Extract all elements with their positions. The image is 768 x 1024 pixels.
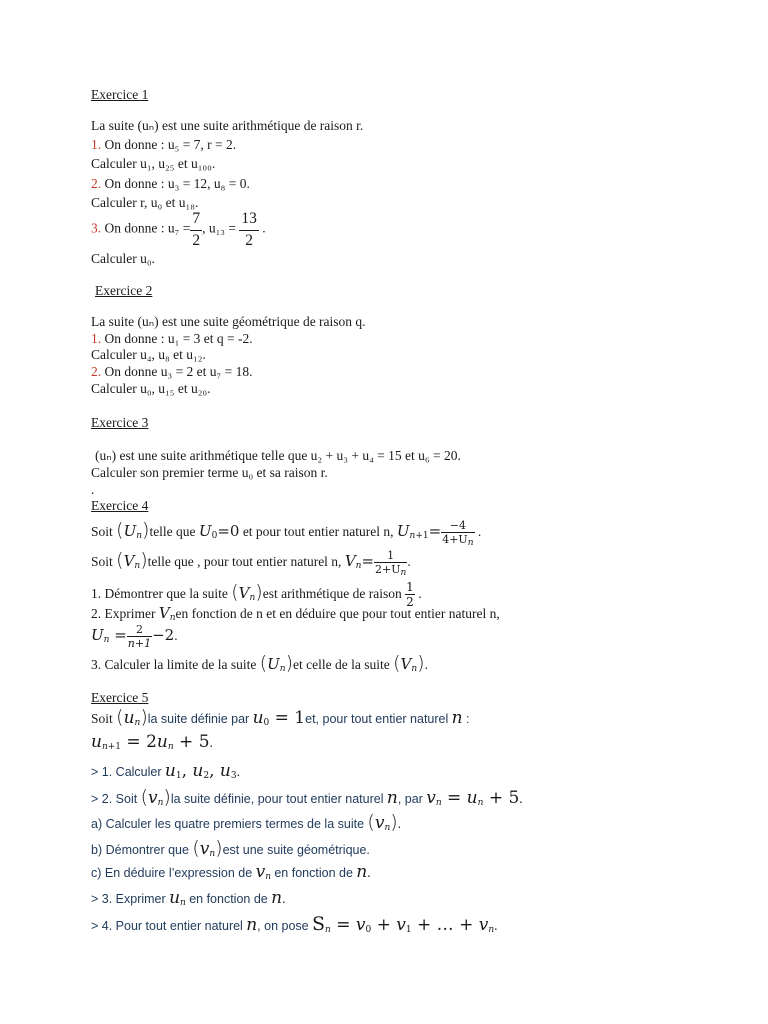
- exercise-1-title: Exercice 1: [91, 87, 149, 102]
- math-n: n: [451, 708, 463, 728]
- math-n: n: [356, 862, 368, 882]
- exercise-1-question-2: [91, 176, 250, 192]
- math-u0-equals-1: $u_0 = 1$: [252, 708, 306, 728]
- sequence-u: $(u_n)$: [116, 706, 148, 728]
- exercise-5-line-4: > 2. Soit $(v_n)la$ suite définie, pour tout entier naturel n, par $v_n = u_n + 5$.: [91, 786, 523, 808]
- exercise-5-title: Exercice 5: [91, 690, 149, 705]
- question-number: 3.: [91, 220, 102, 236]
- exercise-3-line-1: (uₙ) est une suite arithmétique telle que u₂ + u₃ + u₄ = 15 et u₆ = 20.: [95, 448, 461, 463]
- exercise-5-line-2: $u_{n+1} = 2u_n + 5$.: [91, 732, 213, 752]
- exercise-2-intro: La suite (uₙ) est une suite géométrique de raison q.: [91, 314, 366, 329]
- math-U0-equals-0: $U_0=0$: [198, 522, 240, 541]
- sequence-V: $(V_n)$: [116, 549, 148, 571]
- math-Un-formula: $U_n$ = $\frac{2}{n+1}$ −2: [91, 622, 175, 650]
- fraction-u13: $\frac{13}{2}$: [241, 210, 257, 249]
- exercise-2-question-1-ask: Calculer u₄, u₈ et u₁₂.: [91, 347, 206, 362]
- exercise-1-question-3-ask: Calculer u₀.: [91, 251, 155, 266]
- sequence-v: $(v_n)$: [140, 786, 171, 808]
- math-V-definition: $V_n=$ $\frac{1}{2+U_n}$: [344, 548, 407, 578]
- exercise-4-line-4: 2. Exprimer $V_nen$ fonction de n et en déduire que pour tout entier naturel n,: [91, 604, 500, 623]
- fraction-one-half: $\frac{1}{2}$: [406, 580, 414, 610]
- sequence-v: $(v_n)$: [192, 837, 223, 859]
- exercise-2-question-2: [91, 364, 253, 380]
- math-n: n: [271, 888, 283, 908]
- exercise-3-title: Exercice 3: [91, 415, 149, 430]
- exercise-5-line-7: c) En déduire l’expression de $v_n$ en fonction de n.: [91, 862, 371, 882]
- math-u-recurrence: $u_{n+1} = 2u_n + 5$: [91, 732, 210, 752]
- sequence-V: $(V_n)$: [393, 652, 425, 674]
- exercise-5-line-6: b) Démontrer que $(v_n)est$ une suite géométrique.: [91, 837, 370, 859]
- math-n: n: [386, 788, 398, 808]
- exercise-2-question-2-ask: Calculer u₀, u₁₅ et u₂₀.: [91, 381, 211, 396]
- exercise-5-line-5: a) Calculer les quatre premiers termes de la suite $(v_n)$.: [91, 811, 402, 833]
- exercise-1-question-3: [91, 211, 266, 248]
- math-vn: $v_n$: [255, 862, 271, 882]
- question-text-end: .: [262, 220, 266, 236]
- question-text: On donne : u₁ = 3 et q = -2.: [104, 331, 253, 346]
- exercise-1-question-1-ask: Calculer u₁, u₂₅ et u₁₀₀.: [91, 156, 216, 171]
- sequence-U: $(U_n)$: [259, 652, 293, 674]
- sequence-V: $(V_n)$: [231, 581, 263, 603]
- exercise-1-question-2-ask: Calculer r, u₀ et u₁₈.: [91, 195, 199, 210]
- question-text: On donne : u₅ = 7, r = 2.: [104, 137, 237, 152]
- exercise-5-line-8: > 3. Exprimer $u_n$ en fonction de n.: [91, 888, 286, 908]
- exercise-5-line-3: > 1. Calculer $u_1$, $u_2$, $u_3$.: [91, 761, 240, 781]
- question-number: 2.: [91, 176, 102, 191]
- question-text: On donne : u₃ = 12, u₈ = 0.: [104, 176, 250, 191]
- exercise-4-line-2: Soit $(V_n)telle$ que , pour tout entier naturel n, $V_n=$ $\frac{1}{2+U_n}$ .: [91, 548, 411, 578]
- exercise-4-line-5: $U_n$ = $\frac{2}{n+1}$ −2.: [91, 622, 178, 650]
- math-n: n: [246, 915, 258, 935]
- exercise-4-title: Exercice 4: [91, 498, 149, 513]
- question-number: 1.: [91, 137, 102, 152]
- exercise-4-line-6: 3. Calculer la limite de la suite $(U_n)et$ celle de la suite $(V_n)$.: [91, 652, 428, 674]
- question-text: On donne u₃ = 2 et u₇ = 18.: [104, 364, 253, 379]
- question-number: 2.: [91, 364, 102, 379]
- exercise-3-dot: .: [91, 482, 95, 497]
- exercise-3-line-2: Calculer son premier terme u₀ et sa raison r.: [91, 465, 328, 480]
- exercise-5-line-1: Soit $(u_n)la$ suite définie par $u_0 = 1et$, pour tout entier naturel n :: [91, 706, 470, 728]
- sequence-U: $(U_n)$: [116, 519, 150, 541]
- math-u1-u2-u3: $u_1$, $u_2$, $u_3$: [164, 761, 237, 781]
- math-v-definition: $v_n = u_n + 5$: [426, 788, 520, 808]
- exercise-4-line-1: Soit $(U_n)telle$ que $U_0=0$ et pour tout entier naturel n, $U_{n+1}=$ $\frac{-4}{4+U_n}$ .: [91, 518, 482, 548]
- math-Vn: $V_n$: [158, 604, 176, 623]
- question-number: 1.: [91, 331, 102, 346]
- exercise-1-question-1: [91, 137, 236, 153]
- sequence-v: $(v_n)$: [367, 811, 398, 833]
- question-text-middle: , u₁₃ =: [202, 220, 236, 236]
- exercise-1-intro: La suite (uₙ) est une suite arithmétique de raison r.: [91, 118, 364, 133]
- question-text: On donne : u₇ =: [104, 220, 191, 236]
- math-un: $u_n$: [169, 888, 186, 908]
- math-sum-Sn: $S_n = v_0 + v_1$ + … + $v_n$: [311, 913, 495, 935]
- exercise-5-line-9: > 4. Pour tout entier naturel n, on pose $S_n = v_0 + v_1$ + … + $v_n$.: [91, 913, 498, 935]
- exercise-2-question-1: [91, 331, 253, 347]
- exercise-4-line-3: 1. Démontrer que la suite $(V_n)est$ arithmétique de raison $\frac{1}{2}$ .: [91, 580, 422, 610]
- math-U-recurrence: $U_{n+1}=$ $\frac{-4}{4+U_n}$: [396, 518, 474, 548]
- fraction-u7: $\frac{7}{2}$: [192, 210, 201, 249]
- exercise-2-title: Exercice 2: [95, 283, 153, 298]
